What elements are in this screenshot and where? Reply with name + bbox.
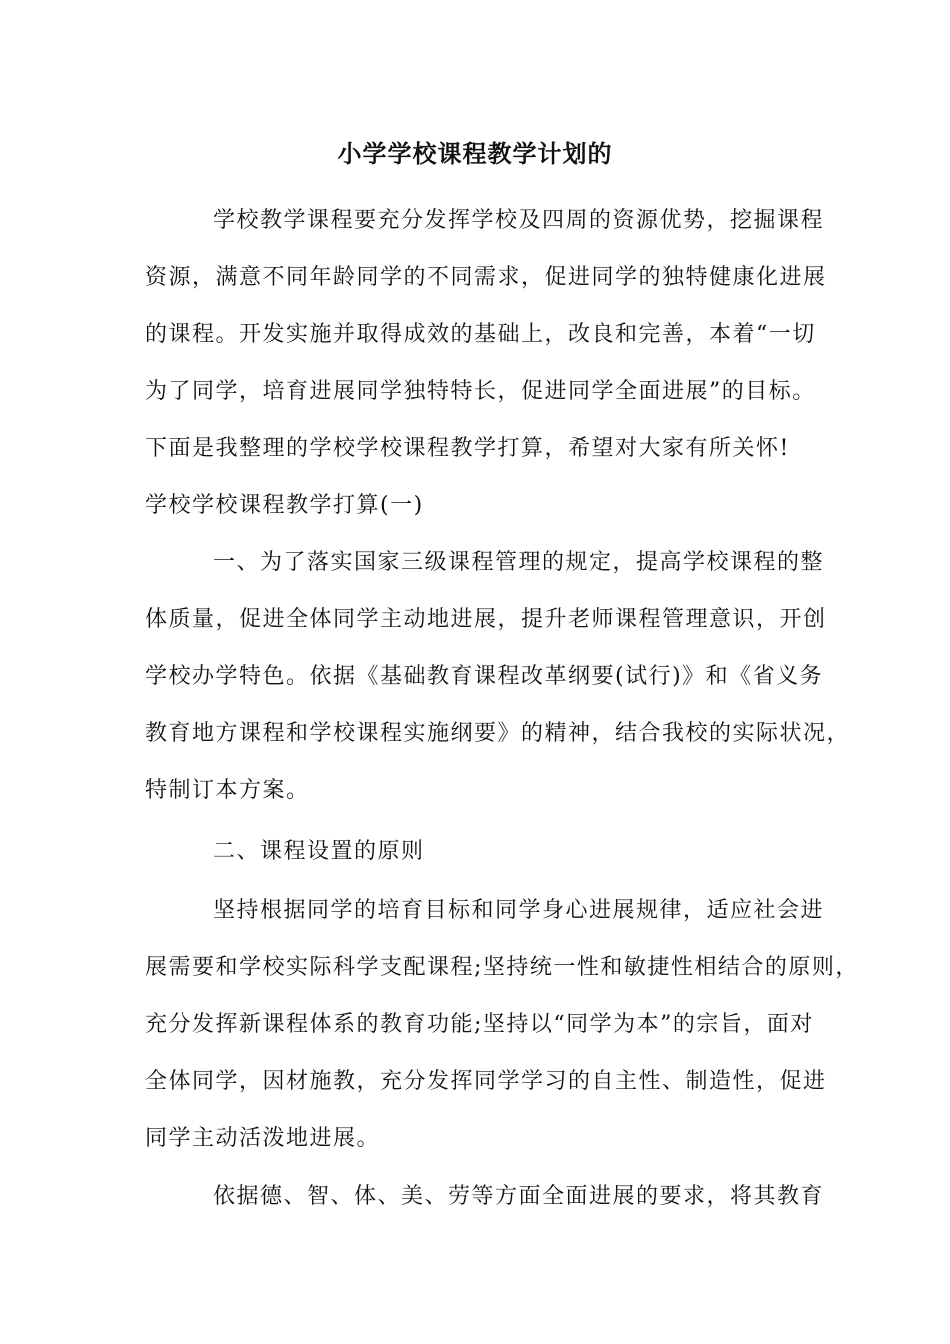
section-heading: 学校学校课程教学打算(一) [145, 493, 424, 518]
paragraph-line: 教育地方课程和学校课程实施纲要》的精神，结合我校的实际状况， [145, 721, 851, 746]
paragraph-line: 为了同学，培育进展同学独特特长，促进同学全面进展”的目标。 [145, 379, 816, 404]
paragraph-line: 展需要和学校实际科学支配课程;坚持统一性和敏捷性相结合的原则， [145, 955, 859, 980]
paragraph-line: 学校教学课程要充分发挥学校及四周的资源优势，挖掘课程 [213, 208, 825, 233]
paragraph-line: 依据德、智、体、美、劳等方面全面进展的要求，将其教育 [213, 1184, 825, 1209]
paragraph-line: 学校办学特色。依据《基础教育课程改革纲要(试行)》和《省义务 [145, 664, 824, 689]
paragraph-line: 同学主动活泼地进展。 [145, 1126, 381, 1151]
paragraph-line: 特制订本方案。 [145, 778, 310, 803]
paragraph-line: 坚持根据同学的培育目标和同学身心进展规律，适应社会进 [213, 898, 825, 923]
paragraph-line: 充分发挥新课程体系的教育功能;坚持以“同学为本”的宗旨，面对 [145, 1012, 814, 1037]
section-heading: 二、课程设置的原则 [213, 839, 425, 864]
paragraph-line: 资源，满意不同年龄同学的不同需求，促进同学的独特健康化进展 [145, 265, 827, 290]
paragraph-line: 的课程。开发实施并取得成效的基础上，改良和完善，本着“一切 [145, 322, 816, 347]
paragraph-line: 一、为了落实国家三级课程管理的规定，提高学校课程的整 [213, 550, 825, 575]
document-title: 小学学校课程教学计划的 [337, 139, 613, 168]
paragraph-line: 下面是我整理的学校学校课程教学打算，希望对大家有所关怀! [145, 436, 790, 461]
paragraph-line: 体质量，促进全体同学主动地进展，提升老师课程管理意识，开创 [145, 607, 827, 632]
paragraph-line: 全体同学，因材施教，充分发挥同学学习的自主性、制造性，促进 [145, 1069, 827, 1094]
